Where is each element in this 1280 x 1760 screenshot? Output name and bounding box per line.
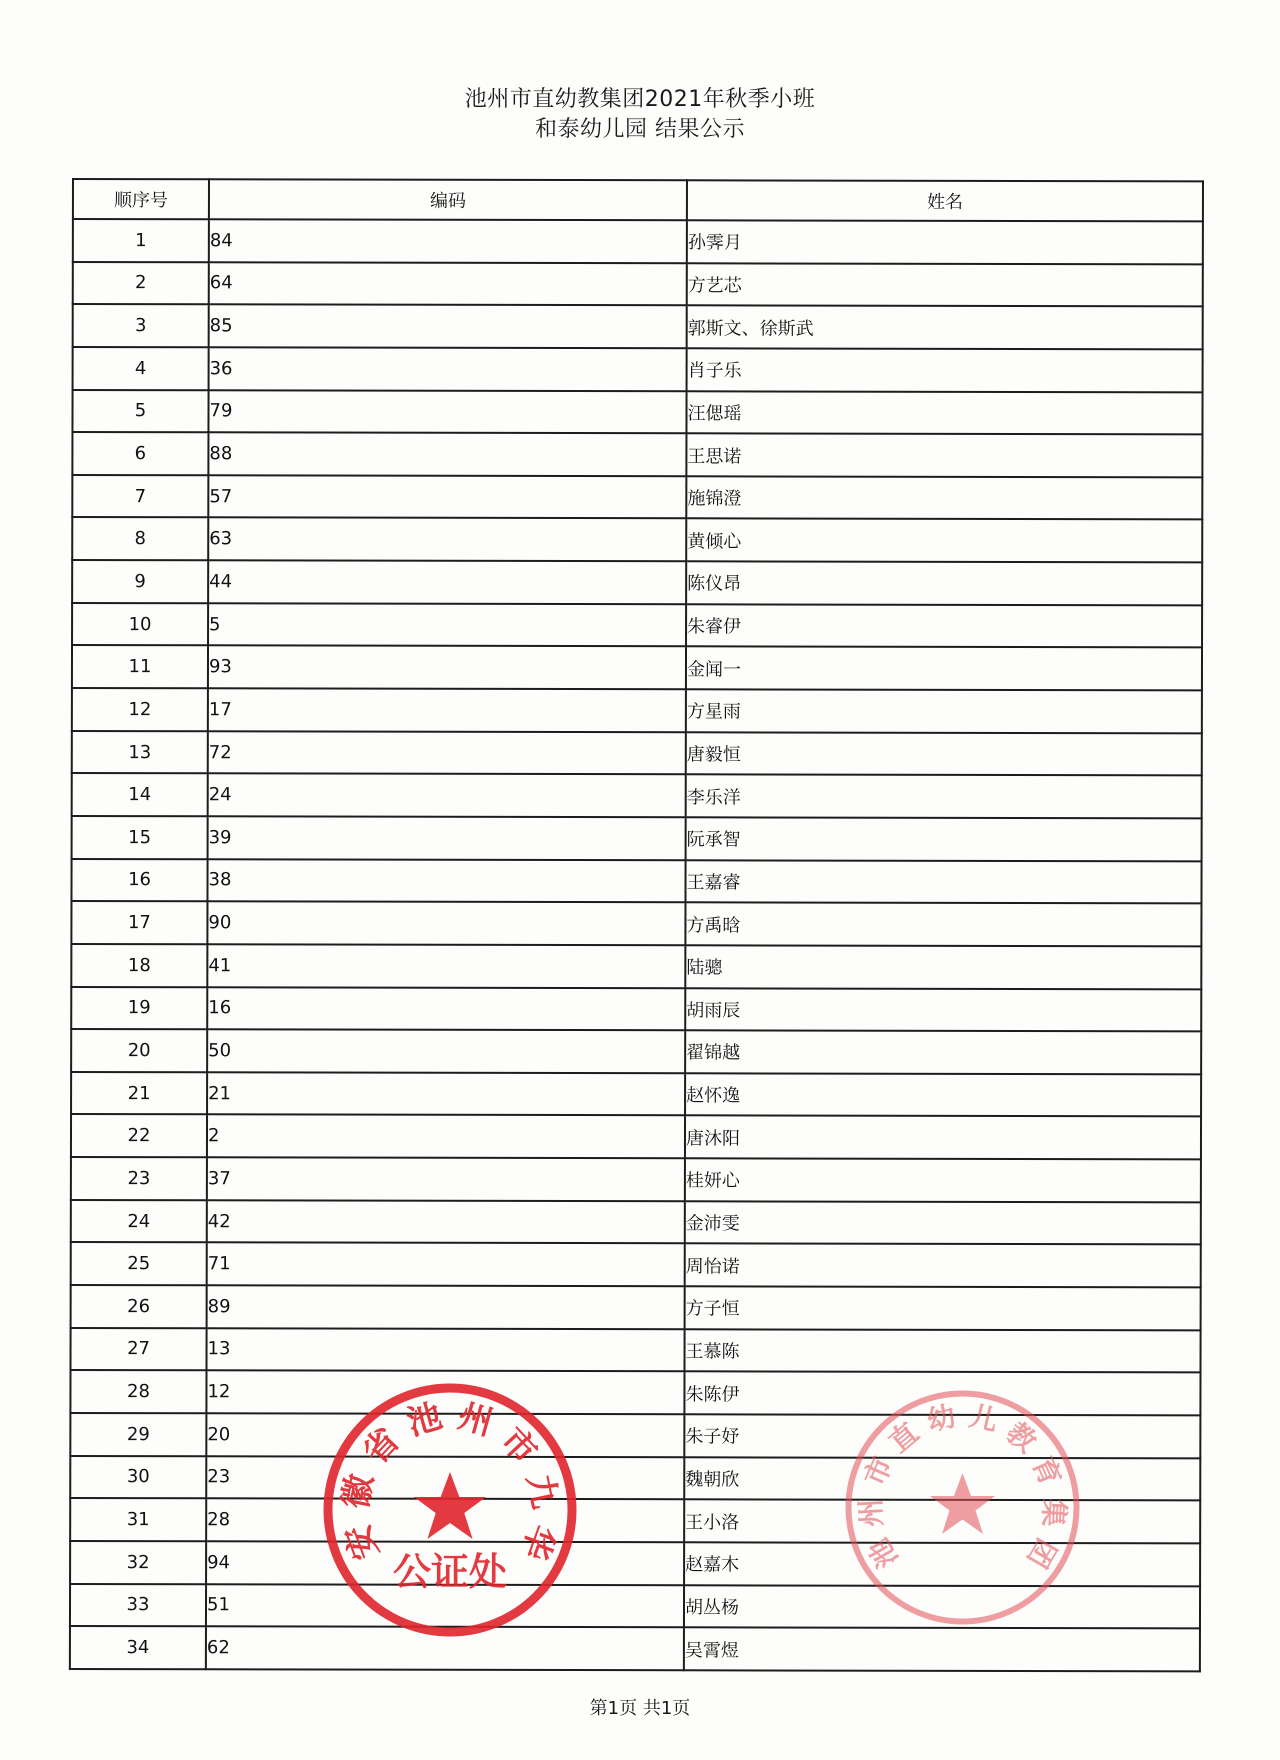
row-seq: 20 xyxy=(71,1029,207,1072)
table-row xyxy=(71,1029,1201,1074)
group-seal-char: 团 xyxy=(1020,1532,1063,1574)
row-seq: 9 xyxy=(72,560,208,603)
notary-seal-char: 九 xyxy=(518,1470,565,1513)
row-seq: 7 xyxy=(72,475,208,518)
star-icon xyxy=(930,1473,995,1534)
row-name: 黄倾心 xyxy=(686,519,1202,563)
row-code: 85 xyxy=(209,305,687,349)
table-row xyxy=(71,901,1201,946)
row-seq: 29 xyxy=(70,1413,206,1456)
row-seq: 14 xyxy=(72,773,208,816)
row-seq: 27 xyxy=(71,1328,207,1371)
document-title: 池州市直幼教集团2021年秋季小班 xyxy=(464,87,816,112)
row-code: 84 xyxy=(209,219,687,263)
row-name: 朱陈伊 xyxy=(684,1372,1200,1416)
row-code: 89 xyxy=(207,1285,685,1329)
notary-seal-char: 华 xyxy=(513,1519,563,1565)
row-seq: 24 xyxy=(71,1200,207,1243)
row-seq: 11 xyxy=(72,645,208,688)
row-seq: 18 xyxy=(71,944,207,987)
row-seq: 1 xyxy=(73,219,209,262)
table-row xyxy=(72,475,1202,520)
row-seq: 6 xyxy=(72,432,208,475)
row-seq: 28 xyxy=(70,1370,206,1413)
table-row xyxy=(71,1242,1201,1287)
row-code: 38 xyxy=(207,859,685,903)
row-seq: 13 xyxy=(72,731,208,774)
row-code: 94 xyxy=(206,1541,684,1585)
row-name: 王小洛 xyxy=(684,1500,1200,1544)
row-seq: 5 xyxy=(72,390,208,433)
table-row xyxy=(71,1157,1201,1202)
row-code: 16 xyxy=(207,987,685,1031)
table-row xyxy=(72,773,1202,818)
table-row xyxy=(71,1285,1201,1330)
row-code: 28 xyxy=(206,1499,684,1543)
row-seq: 10 xyxy=(72,603,208,646)
row-code: 42 xyxy=(207,1200,685,1244)
notary-seal xyxy=(320,1380,580,1640)
row-seq: 30 xyxy=(70,1456,206,1499)
group-seal-char: 州 xyxy=(853,1497,889,1528)
row-name: 方星雨 xyxy=(686,689,1202,733)
row-name: 陆骢 xyxy=(685,945,1201,989)
notary-seal-char: 徽 xyxy=(335,1470,382,1513)
row-seq: 2 xyxy=(73,262,209,305)
table-row xyxy=(71,944,1201,989)
row-code: 51 xyxy=(206,1584,684,1628)
row-name: 汪偲瑶 xyxy=(686,391,1202,435)
row-name: 阮承智 xyxy=(686,817,1202,861)
row-name: 唐沐阳 xyxy=(685,1116,1201,1160)
table-row xyxy=(71,1072,1201,1117)
row-name: 赵怀逸 xyxy=(685,1073,1201,1117)
table-row xyxy=(72,645,1202,690)
row-code: 50 xyxy=(207,1029,685,1073)
row-code: 72 xyxy=(208,731,686,775)
row-code: 57 xyxy=(208,475,686,519)
group-seal-char: 池 xyxy=(862,1532,905,1574)
row-name: 金闻一 xyxy=(686,647,1202,691)
document-subtitle: 和泰幼儿园 结果公示 xyxy=(535,117,745,142)
row-name: 周怡诺 xyxy=(685,1244,1201,1288)
row-code: 5 xyxy=(208,603,686,647)
table-row xyxy=(70,1626,1200,1671)
row-code: 12 xyxy=(206,1371,684,1415)
row-name: 王思诺 xyxy=(686,433,1202,477)
row-code: 20 xyxy=(206,1413,684,1457)
row-seq: 15 xyxy=(72,816,208,859)
row-name: 胡雨辰 xyxy=(685,988,1201,1032)
notary-seal-char: 省 xyxy=(355,1420,408,1473)
row-name: 孙霁月 xyxy=(687,220,1203,264)
page-footer: 第1页 共1页 xyxy=(589,1698,691,1719)
group-seal-char: 育 xyxy=(1025,1451,1068,1491)
row-seq: 22 xyxy=(71,1114,207,1157)
row-name: 魏朝欣 xyxy=(684,1457,1200,1501)
row-code: 88 xyxy=(208,432,686,476)
row-name: 方禹晗 xyxy=(685,903,1201,947)
header-seq: 顺序号 xyxy=(73,179,209,219)
row-code: 62 xyxy=(206,1626,684,1670)
table-row xyxy=(72,731,1202,776)
table-row xyxy=(72,603,1202,648)
row-name: 施锦澄 xyxy=(686,476,1202,520)
row-seq: 3 xyxy=(73,304,209,347)
notary-seal-char: 市 xyxy=(492,1420,545,1473)
row-name: 朱睿伊 xyxy=(686,604,1202,648)
row-seq: 23 xyxy=(71,1157,207,1200)
group-seal-char: 直 xyxy=(882,1415,925,1460)
row-code: 63 xyxy=(208,518,686,562)
group-seal-char: 幼 xyxy=(923,1399,959,1438)
table-row xyxy=(72,688,1202,733)
row-seq: 8 xyxy=(72,517,208,560)
row-seq: 16 xyxy=(71,859,207,902)
row-name: 方艺芯 xyxy=(687,263,1203,307)
row-seq: 31 xyxy=(70,1498,206,1541)
row-name: 翟锦越 xyxy=(685,1030,1201,1074)
notary-seal-char: 安 xyxy=(337,1519,387,1565)
header-name: 姓名 xyxy=(687,180,1203,221)
table-header-row xyxy=(73,179,1203,221)
table-row xyxy=(71,1114,1201,1159)
row-code: 90 xyxy=(207,902,685,946)
table-row xyxy=(72,816,1202,861)
row-seq: 4 xyxy=(73,347,209,390)
row-name: 唐毅恒 xyxy=(686,732,1202,776)
header-code: 编码 xyxy=(209,179,687,220)
row-name: 王慕陈 xyxy=(685,1329,1201,1373)
table-row xyxy=(72,560,1202,605)
table-row xyxy=(73,347,1203,392)
row-name: 朱子妤 xyxy=(684,1414,1200,1458)
row-name: 胡丛杨 xyxy=(684,1585,1200,1629)
row-code: 37 xyxy=(207,1157,685,1201)
group-seal-char: 市 xyxy=(857,1451,900,1491)
row-code: 64 xyxy=(209,262,687,306)
row-name: 肖子乐 xyxy=(687,348,1203,392)
table-row xyxy=(73,219,1203,264)
table-row xyxy=(72,390,1202,435)
row-code: 36 xyxy=(209,347,687,391)
row-code: 21 xyxy=(207,1072,685,1116)
row-name: 吴霄煜 xyxy=(684,1627,1200,1671)
star-icon xyxy=(414,1472,486,1539)
notary-seal-char: 州 xyxy=(453,1396,498,1444)
row-code: 23 xyxy=(206,1456,684,1500)
notary-seal-bottom-text: 公证处 xyxy=(392,1550,508,1594)
group-seal-char: 教 xyxy=(1000,1415,1043,1460)
row-seq: 12 xyxy=(72,688,208,731)
row-seq: 17 xyxy=(71,901,207,944)
group-seal xyxy=(840,1385,1085,1630)
table-row xyxy=(73,262,1203,307)
row-seq: 34 xyxy=(70,1626,206,1669)
row-seq: 21 xyxy=(71,1072,207,1115)
row-code: 2 xyxy=(207,1115,685,1159)
row-code: 71 xyxy=(207,1243,685,1287)
row-seq: 19 xyxy=(71,987,207,1030)
row-name: 桂妍心 xyxy=(685,1158,1201,1202)
row-code: 44 xyxy=(208,560,686,604)
row-seq: 32 xyxy=(70,1541,206,1584)
table-row xyxy=(71,1200,1201,1245)
row-code: 17 xyxy=(208,688,686,732)
table-row xyxy=(72,517,1202,562)
row-name: 郭斯文、徐斯武 xyxy=(687,306,1203,350)
row-code: 41 xyxy=(207,944,685,988)
table-row xyxy=(72,432,1202,477)
row-name: 赵嘉木 xyxy=(684,1542,1200,1586)
row-code: 24 xyxy=(208,774,686,818)
table-row xyxy=(71,1328,1201,1373)
row-code: 79 xyxy=(208,390,686,434)
row-name: 王嘉睿 xyxy=(685,860,1201,904)
row-code: 13 xyxy=(207,1328,685,1372)
row-code: 39 xyxy=(208,816,686,860)
row-name: 李乐洋 xyxy=(686,775,1202,819)
group-seal-char: 儿 xyxy=(966,1399,1002,1438)
row-name: 金沛雯 xyxy=(685,1201,1201,1245)
table-row xyxy=(73,304,1203,349)
row-code: 93 xyxy=(208,646,686,690)
row-name: 陈仪昂 xyxy=(686,561,1202,605)
row-name: 方子恒 xyxy=(685,1286,1201,1330)
row-seq: 33 xyxy=(70,1583,206,1626)
row-seq: 25 xyxy=(71,1242,207,1285)
table-row xyxy=(71,859,1201,904)
row-seq: 26 xyxy=(71,1285,207,1328)
table-row xyxy=(71,987,1201,1032)
notary-seal-char: 池 xyxy=(402,1396,447,1444)
group-seal-char: 集 xyxy=(1036,1497,1072,1528)
